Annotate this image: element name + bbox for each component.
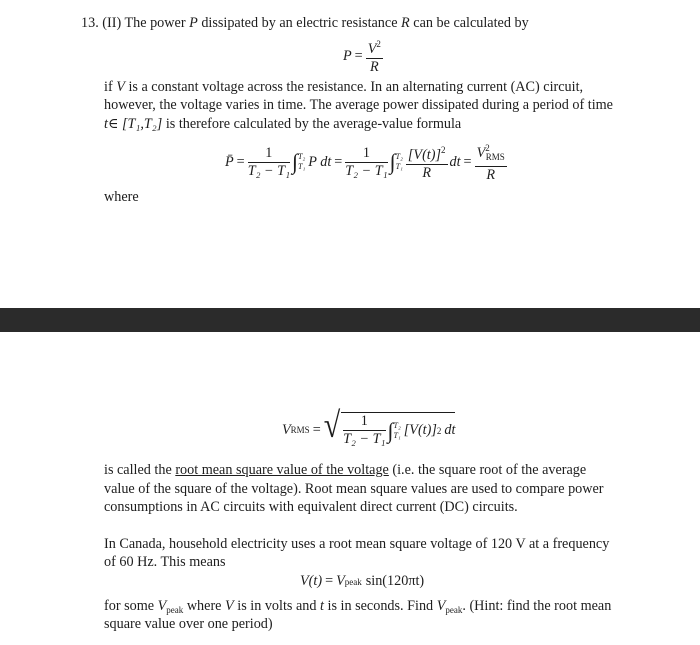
para2-line-1: is called the root mean square value of the voltage (i.e. the square root of the average <box>104 462 587 478</box>
fraction: $\frac{V^2}{R}$ <box>366 36 383 76</box>
rms-definition-underlined: root mean square value of the voltage <box>175 462 389 478</box>
para3-line-1: In Canada, household electricity uses a root mean square voltage of 120 V at a frequency <box>104 536 610 552</box>
problem-number: 13. <box>81 15 99 31</box>
para4-line-2: square value over one period) <box>104 616 273 632</box>
para2-line-3: consumptions in AC circuits with equivalent direct current (DC) circuits. <box>104 499 518 515</box>
para2-line-2: value of the square of the voltage). Root mean square values are used to compare power <box>104 481 604 497</box>
equation-vrms: V RMS = √ $\frac{1}{\text{T₂ − T₁}}$ ∫ T₂ T₁ [V(t)] 2 dt <box>282 406 456 447</box>
equation-power: P = $\frac{V^2}{R}$ <box>343 36 383 76</box>
para1-line-1: if V is a constant voltage across the resistance. In an alternating current (AC) circuit, <box>104 79 584 95</box>
divider-bar <box>0 308 700 332</box>
para1-line-3: t∈ [T₁,T₂] is therefore calculated by the average-value formula <box>104 116 462 132</box>
para4-line-1: for some $V_{peak}$ where V is in volts and t is in seconds. Find $V_{peak}$. (Hint: find the root mean <box>104 598 612 615</box>
para1-line-2: however, the voltage varies in time. The average power dissipated during a period of time <box>104 97 613 113</box>
para3-line-2: of 60 Hz. This means <box>104 554 226 570</box>
difficulty-label: (II) <box>102 15 122 31</box>
square-root: √ $\frac{1}{\text{T₂ − T₁}}$ ∫ T₂ T₁ [V(t)] 2 dt <box>323 406 456 447</box>
where-label: where <box>104 189 139 205</box>
problem-line-1: 13. (II) The power P dissipated by an electric resistance R can be calculated by <box>81 15 529 31</box>
equation-average-power: P̄ = $\frac{1}{\text{T₂ − T₁}}$ ∫ T₂ T₁ P dt = $\frac{1}{\text{T₂ − T₁}}$ ∫ T₂ T₁ $\frac{[V(t)]^2}{R}$ dt = $\frac{V^2_{RMS}}{R}$ <box>225 140 507 184</box>
equation-voltage-time: V(t) = V peak sin(120πt) <box>300 573 425 589</box>
